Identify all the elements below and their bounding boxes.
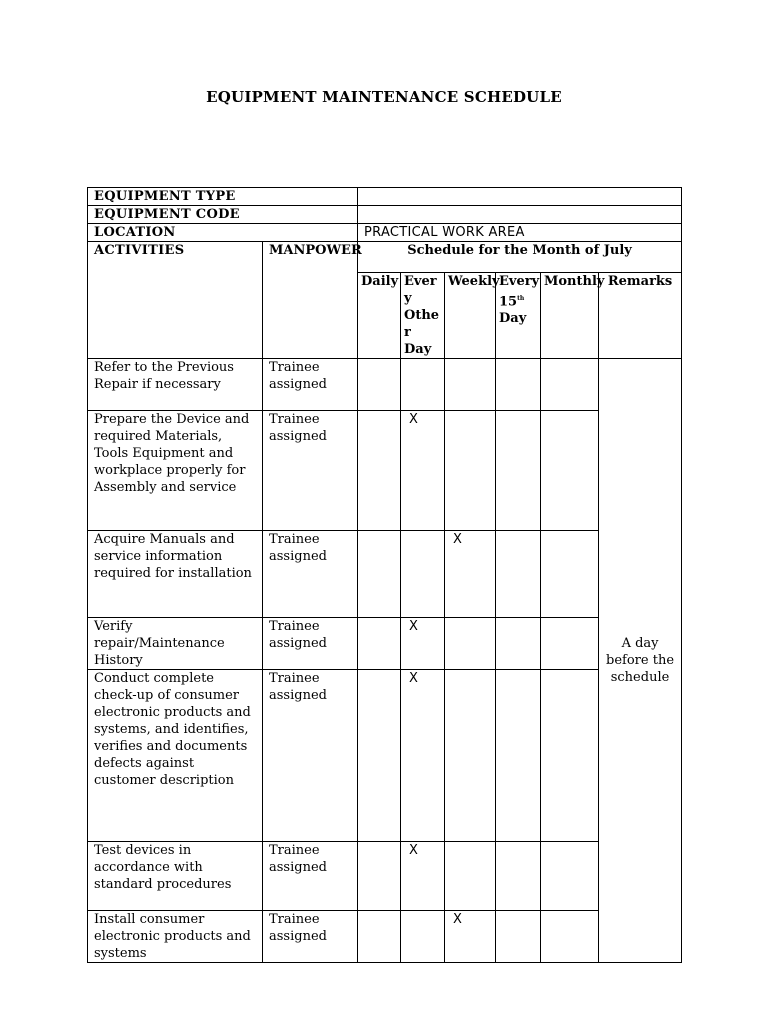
daily-cell [358, 531, 401, 618]
daily-cell [358, 618, 401, 670]
table-row [88, 531, 682, 618]
every-other-day-cell [401, 531, 445, 618]
every-15th-cell [496, 911, 541, 963]
remarks-header: Remarks [599, 273, 682, 359]
location-value: PRACTICAL WORK AREA [358, 224, 682, 242]
table-row [88, 911, 682, 963]
every-other-day-cell [401, 359, 445, 411]
equipment-type-label: EQUIPMENT TYPE [88, 188, 358, 206]
table-row [88, 411, 682, 531]
activities-header: ACTIVITIES [88, 242, 263, 359]
every-15th-sup: th [517, 295, 525, 302]
activity-cell: Acquire Manuals and service information required for installation [88, 531, 263, 618]
monthly-cell [541, 531, 599, 618]
every-15th-cell [496, 842, 541, 911]
manpower-cell: Trainee assigned [263, 618, 358, 670]
weekly-header: Weekly [445, 273, 496, 359]
manpower-cell: Trainee assigned [263, 531, 358, 618]
every-other-day-header [401, 273, 445, 359]
table-row [88, 842, 682, 911]
monthly-header: Monthly [541, 273, 599, 359]
weekly-cell [445, 670, 496, 842]
activity-cell: Install consumer electronic products and systems [88, 911, 263, 963]
location-label: LOCATION [88, 224, 358, 242]
every-15th-day-text: Day [499, 311, 527, 327]
weekly-cell [445, 411, 496, 531]
every-15th-text: Every 15 [499, 274, 540, 310]
daily-cell [358, 411, 401, 531]
daily-header: Daily [358, 273, 401, 359]
table-row [88, 670, 682, 842]
every-15th-day-header [496, 273, 541, 359]
daily-cell [358, 842, 401, 911]
monthly-cell [541, 670, 599, 842]
activity-cell: Verify repair/Maintenance History [88, 618, 263, 670]
activity-cell: Prepare the Device and required Materials, Tools Equipment and workplace properly for Assembly and service [88, 411, 263, 531]
monthly-cell [541, 411, 599, 531]
monthly-cell [541, 842, 599, 911]
maintenance-schedule-table [87, 187, 682, 963]
weekly-cell [445, 842, 496, 911]
manpower-header: MANPOWER [263, 242, 358, 359]
activity-cell: Test devices in accordance with standard procedures [88, 842, 263, 911]
table-row [88, 618, 682, 670]
weekly-cell: X [445, 911, 496, 963]
header-row [88, 242, 682, 273]
remarks-text: A day before the schedule [606, 636, 675, 685]
location-row [88, 224, 682, 242]
every-other-day-cell: X [401, 670, 445, 842]
monthly-cell [541, 911, 599, 963]
every-other-day-cell: X [401, 618, 445, 670]
manpower-cell: Trainee assigned [263, 359, 358, 411]
daily-cell [358, 359, 401, 411]
every-15th-cell [496, 359, 541, 411]
every-15th-cell [496, 670, 541, 842]
remarks-cell [599, 359, 682, 963]
table-row [88, 359, 682, 411]
equipment-code-row [88, 206, 682, 224]
manpower-cell: Trainee assigned [263, 670, 358, 842]
every-15th-cell [496, 531, 541, 618]
weekly-cell: X [445, 531, 496, 618]
weekly-cell [445, 359, 496, 411]
activity-cell: Conduct complete check-up of consumer electronic products and systems, and identifies, verifies and documents defects against customer description [88, 670, 263, 842]
daily-cell [358, 670, 401, 842]
equipment-code-value [358, 206, 682, 224]
manpower-cell: Trainee assigned [263, 411, 358, 531]
activity-cell: Refer to the Previous Repair if necessary [88, 359, 263, 411]
monthly-cell [541, 618, 599, 670]
every-15th-cell [496, 618, 541, 670]
equipment-type-value [358, 188, 682, 206]
equipment-type-row [88, 188, 682, 206]
schedule-month-header: Schedule for the Month of July [358, 242, 682, 273]
every-other-day-cell: X [401, 411, 445, 531]
every-other-day-cell [401, 911, 445, 963]
manpower-cell: Trainee assigned [263, 911, 358, 963]
weekly-cell [445, 618, 496, 670]
equipment-code-label: EQUIPMENT CODE [88, 206, 358, 224]
every-other-day-header-text: Ever y Othe r Day [404, 274, 440, 357]
page-title: EQUIPMENT MAINTENANCE SCHEDULE [206, 88, 562, 106]
manpower-cell: Trainee assigned [263, 842, 358, 911]
every-15th-cell [496, 411, 541, 531]
monthly-cell [541, 359, 599, 411]
every-other-day-cell: X [401, 842, 445, 911]
daily-cell [358, 911, 401, 963]
